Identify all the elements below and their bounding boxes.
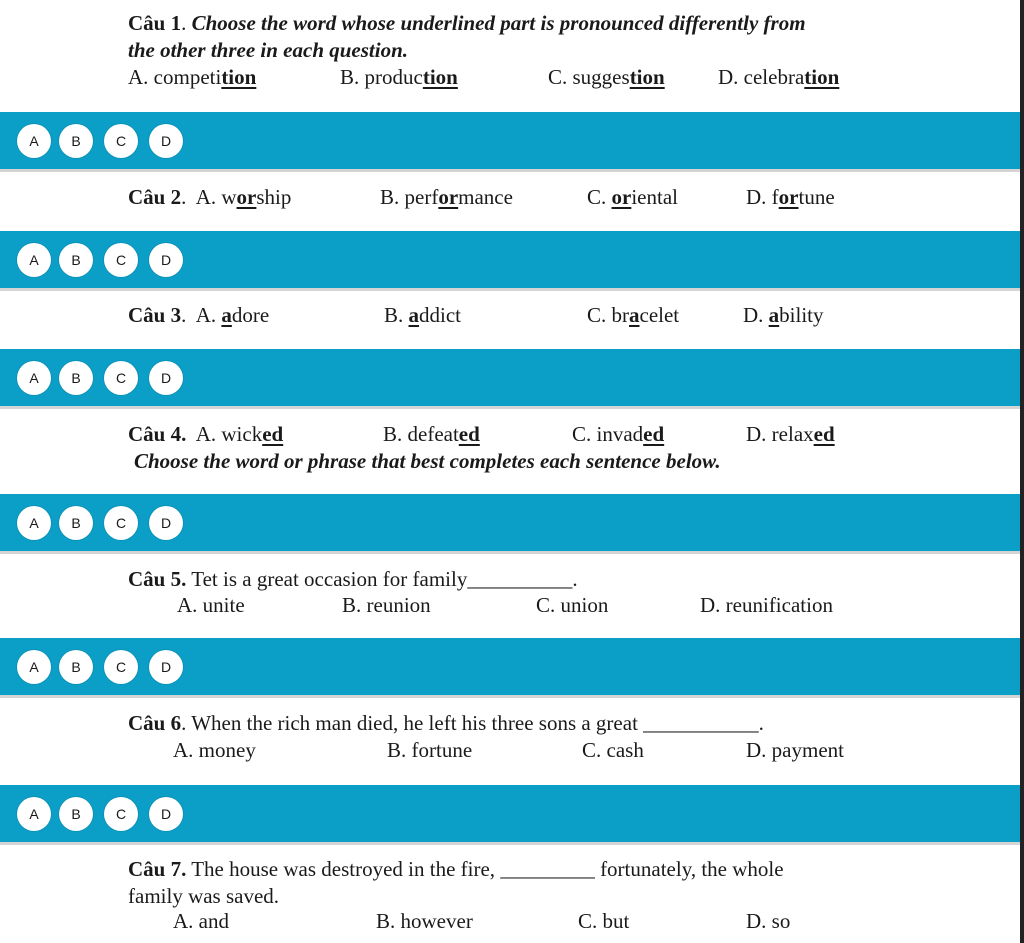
answer-choice-a[interactable]: A (17, 243, 51, 277)
q5-number: Câu 5. (128, 567, 187, 591)
answer-choice-c[interactable]: C (104, 243, 138, 277)
answer-choice-c[interactable]: C (104, 361, 138, 395)
q7-stem-line2: family was saved. (128, 884, 280, 908)
divider (0, 551, 1020, 554)
q1-option-c: C. suggestion (548, 65, 665, 89)
q7-option-c: C. but (578, 909, 630, 933)
answer-bar-q3 (0, 349, 1020, 406)
q1-instruction-line1: Choose the word whose underlined part is pronounced differently from (191, 11, 806, 35)
answer-choice-c[interactable]: C (104, 124, 138, 158)
q7-option-a: A. and (173, 909, 229, 933)
page-right-border (1020, 0, 1024, 943)
answer-choice-b[interactable]: B (59, 361, 93, 395)
q5-option-d: D. reunification (700, 593, 833, 617)
answer-choice-a[interactable]: A (17, 124, 51, 158)
q5-option-b: B. reunion (342, 593, 431, 617)
q7-option-d: D. so (746, 909, 791, 933)
divider (0, 169, 1020, 172)
answer-choice-b[interactable]: B (59, 506, 93, 540)
answer-bar-q5 (0, 638, 1020, 695)
answer-choice-d[interactable]: D (149, 506, 183, 540)
answer-choice-a[interactable]: A (17, 797, 51, 831)
q4-option-c: C. invaded (572, 422, 665, 446)
divider (0, 842, 1020, 845)
answer-bar-q1 (0, 112, 1020, 169)
q6-stem: Câu 6. When the rich man died, he left his three sons a great ___________. (128, 711, 764, 735)
q6-option-a: A. money (173, 738, 256, 762)
q2-option-b: B. performance (380, 185, 513, 209)
q3-option-c: C. bracelet (587, 303, 680, 327)
q2-number: Câu 2 (128, 185, 182, 209)
q1-instruction-line2: the other three in each question. (128, 38, 409, 62)
answer-choice-b[interactable]: B (59, 650, 93, 684)
answer-choice-b[interactable]: B (59, 243, 93, 277)
answer-choice-a[interactable]: A (17, 650, 51, 684)
divider (0, 695, 1020, 698)
answer-bar-q2 (0, 231, 1020, 288)
answer-choice-d[interactable]: D (149, 650, 183, 684)
q3-number: Câu 3 (128, 303, 182, 327)
q2-option-d: D. fortune (746, 185, 835, 209)
q4-option-b: B. defeated (383, 422, 480, 446)
q7-stem: Câu 7. The house was destroyed in the fire, _________ fortunately, the whole (128, 857, 784, 881)
q7-option-b: B. however (376, 909, 473, 933)
q3-row: Câu 3. A. adore (128, 303, 270, 327)
answer-choice-c[interactable]: C (104, 506, 138, 540)
answer-choice-d[interactable]: D (149, 124, 183, 158)
answer-bar-q6 (0, 785, 1020, 842)
q2-option-c: C. oriental (587, 185, 678, 209)
q6-option-b: B. fortune (387, 738, 473, 762)
q1-number: Câu 1 (128, 11, 182, 35)
q6-option-c: C. cash (582, 738, 644, 762)
section-instruction: Choose the word or phrase that best completes each sentence below. (134, 449, 721, 473)
q1-option-b: B. production (340, 65, 458, 89)
q3-option-d: D. ability (743, 303, 824, 327)
answer-choice-d[interactable]: D (149, 361, 183, 395)
q5-option-a: A. unite (177, 593, 245, 617)
answer-choice-a[interactable]: A (17, 361, 51, 395)
answer-choice-c[interactable]: C (104, 797, 138, 831)
q4-row: Câu 4. A. wicked (128, 422, 284, 446)
q5-option-c: C. union (536, 593, 609, 617)
q1-option-a: A. competition (128, 65, 257, 89)
divider (0, 406, 1020, 409)
divider (0, 288, 1020, 291)
q1-instruction: Câu 1. Choose the word whose underlined part is pronounced differently from (128, 11, 806, 35)
answer-choice-d[interactable]: D (149, 243, 183, 277)
q4-number: Câu 4. (128, 422, 187, 446)
q2-row: Câu 2. A. worship (128, 185, 292, 209)
q6-number: Câu 6 (128, 711, 182, 735)
answer-choice-b[interactable]: B (59, 124, 93, 158)
q5-stem: Câu 5. Tet is a great occasion for family__________. (128, 567, 578, 591)
answer-choice-b[interactable]: B (59, 797, 93, 831)
answer-bar-q4 (0, 494, 1020, 551)
q7-number: Câu 7. (128, 857, 187, 881)
q1-option-d: D. celebration (718, 65, 840, 89)
answer-choice-d[interactable]: D (149, 797, 183, 831)
q6-option-d: D. payment (746, 738, 844, 762)
q4-option-d: D. relaxed (746, 422, 835, 446)
q3-option-b: B. addict (384, 303, 462, 327)
answer-choice-c[interactable]: C (104, 650, 138, 684)
answer-choice-a[interactable]: A (17, 506, 51, 540)
